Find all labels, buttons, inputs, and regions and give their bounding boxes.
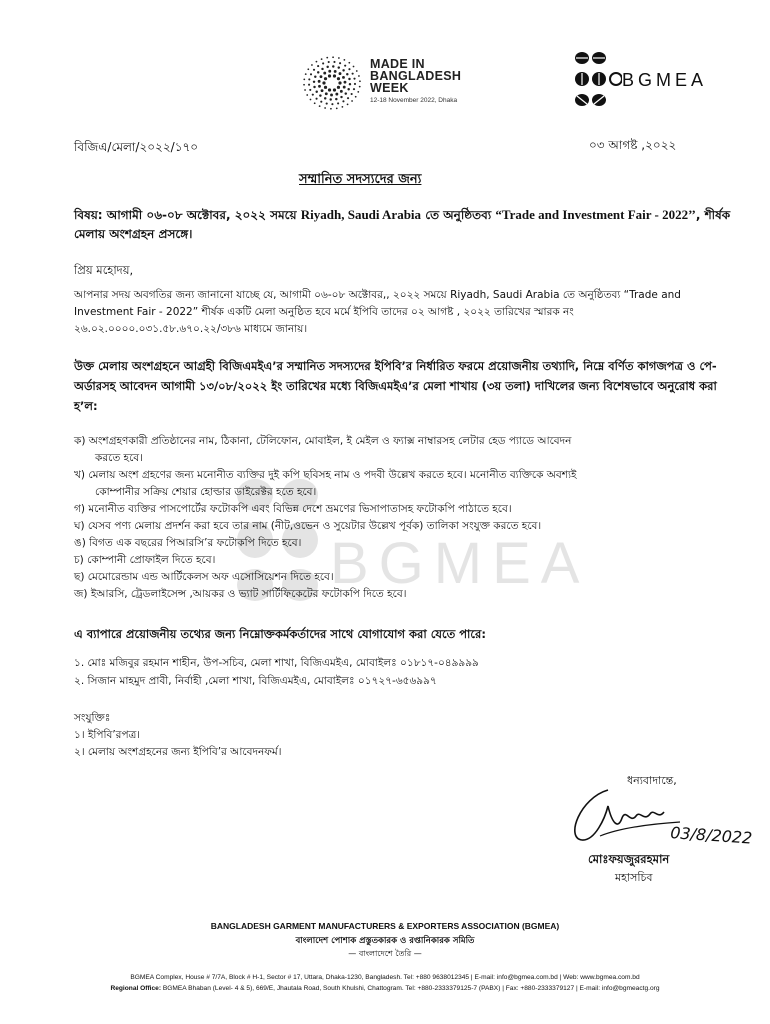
requirement-item bbox=[74, 535, 734, 552]
requirement-item bbox=[74, 569, 734, 586]
enclosures bbox=[74, 710, 282, 761]
subject-part1: বিষয়: আগামী ০৬-০৮ অক্টোবর, ২০২২ সময়ে bbox=[74, 208, 301, 222]
contact-list bbox=[74, 654, 479, 690]
request-paragraph: উক্ত মেলায় অংশগ্রহনে আগ্রহী বিজিএমইএ’র সম্মানিত সদস্যদের ইপিবি’র নির্ধারিত ফরমে প্রয়োজনীয় তথ্যাদি, নিম্নে বর্ণিত কাগজপত্র ও পে-অর্ডারসহ আবেদন আগামী ১৩/০৮/২০২২ ইং তারিখের মধ্যে বিজিএমইএ’র মেলা শাখায় (৩য় তলা) দাখিলের জন্য বিশেষভাবে অনুরোধ করা হ’ল: bbox=[74, 359, 717, 413]
signer-name: মোঃফয়জুররহমান bbox=[588, 852, 670, 866]
letter-date: ০৩ আগষ্ট ,২০২২ bbox=[589, 138, 677, 152]
requirement-line: ক) অংশগ্রহণকারী প্রতিষ্ঠানের নাম, ঠিকানা, টেলিফোন, মোবাইল, ই মেইল ও ফ্যাক্স নাম্বারসহ লেটার হেড প্যাডে আবেদন bbox=[74, 435, 572, 447]
dotted-swirl-icon bbox=[300, 52, 364, 114]
regional-office-text: BGMEA Bhaban (Level- 4 & 5), 669/E, Jhautala Road, South Khulshi, Chattogram. Tel: +880-2333379125-7 (PABX) | Fax: +880-2333379127 | E-mail: info@bgmeactg.org bbox=[161, 985, 660, 992]
requirement-item bbox=[74, 501, 734, 518]
contact-item: ১. মোঃ মজিবুর রহমান শাহীন, উপ-সচিব, মেলা শাখা, বিজিএমইএ, মোবাইলঃ ০১৮১৭-০৪৯৯৯৯ bbox=[74, 657, 479, 669]
requirement-line: ঙ) বিগত এক বছরের পিআরসি’র ফটোকপি দিতে হবে। bbox=[74, 537, 302, 549]
subject-part5: , শীর্ষক মেলায় অংশগ্রহন প্রসঙ্গে। bbox=[74, 208, 731, 241]
handwritten-signature bbox=[560, 778, 760, 858]
mib-line2: BANGLADESH bbox=[370, 69, 462, 83]
enclosures-heading: সংযুক্তিঃ bbox=[74, 712, 111, 724]
made-in-bangladesh-week-logo bbox=[300, 52, 500, 114]
subject-part4: “Trade and Investment Fair - 2022’’ bbox=[495, 207, 696, 222]
requirement-line: চ) কোম্পানী প্রোফাইল দিতে হবে। bbox=[74, 554, 216, 566]
subject-line bbox=[74, 205, 734, 244]
requirement-line: গ) মনোনীত ব্যক্তির পাসপোর্টের ফটোকপি এবং বিভিন্ন দেশে ভ্রমণের ভিসাপাতাসহ ফটোকপি পাঠাতে হবে। bbox=[74, 503, 512, 515]
regional-office-label: Regional Office: bbox=[110, 985, 162, 992]
requirements-list bbox=[74, 433, 734, 603]
greeting: প্রিয় মহোদয়, bbox=[74, 263, 134, 277]
requirement-item bbox=[74, 552, 734, 569]
closing-thanks: ধন্যবাদান্তে, bbox=[627, 774, 677, 787]
enclosure-item: ২। মেলায় অংশগ্রহনের জন্য ইপিবি’র আবেদনফর্ম। bbox=[74, 746, 282, 758]
contact-item: ২. সিজান মাহমুদ প্রাবী, নির্বাহী ,মেলা শাখা, বিজিএমইএ, মোবাইলঃ ০১৭২৭-৬৫৬৯৯৭ bbox=[74, 675, 437, 687]
contact-heading: এ ব্যাপারে প্রয়োজনীয় তথ্যের জন্য নিম্নোক্তকর্মকর্তাদের সাথে যোগাযোগ করা যেতে পারে: bbox=[74, 627, 486, 641]
requirement-item bbox=[74, 518, 734, 535]
bgmea-wordmark: BGMEA bbox=[622, 70, 708, 90]
footer-tagline: — বাংলাদেশে তৈরি — bbox=[348, 949, 422, 958]
footer-regional-office bbox=[0, 985, 770, 992]
signature-date: 03/8/2022 bbox=[669, 823, 753, 848]
bgmea-logo bbox=[572, 48, 732, 112]
requirement-continuation: করতে হবে। bbox=[95, 452, 143, 464]
mib-line3: WEEK bbox=[370, 81, 409, 95]
enclosure-item: ১। ইপিবি’রপত্র। bbox=[74, 729, 141, 741]
requirement-line: জ) ইআরসি, ট্রেডলাইসেন্স ,আয়কর ও ভ্যাট সার্টিফিকেটের ফটোকপি দিতে হবে। bbox=[74, 588, 407, 600]
subject-part3: তে অনুষ্ঠিতব্য bbox=[421, 208, 496, 222]
footer-org-name: BANGLADESH GARMENT MANUFACTURERS & EXPORTERS ASSOCIATION (BGMEA) bbox=[210, 921, 560, 931]
reference-number: বিজিএ/মেলা/২০২২/১৭০ bbox=[74, 140, 199, 154]
requirement-line: খ) মেলায় অংশ গ্রহণের জন্য মনোনীত ব্যক্তির দুই কপি ছবিসহ নাম ও পদবী উল্লেখ করতে হবে। মনোনীত ব্যক্তিকে অবশ্যই bbox=[74, 469, 577, 481]
subject-part2: Riyadh, Saudi Arabia bbox=[300, 207, 422, 222]
mib-line1: MADE IN bbox=[370, 57, 425, 71]
mib-date: 12-18 November 2022, Dhaka bbox=[370, 97, 458, 104]
intro-paragraph: আপনার সদয় অবগতির জন্য জানানো যাচ্ছে যে, আগামী ০৬-০৮ অক্টোবর,, ২০২২ সময়ে Riyadh, Saudi Arabia তে অনুষ্ঠিতব্য “Trade and Investment Fair - 2022” শীর্ষক একটি মেলা অনুষ্ঠিত হবে মর্মে ইপিবি তাদের ০২ আগষ্ট , ২০২২ তারিখের স্মারক নং ২৬.০২.০০০০.০৩১.৫৮.৬৭০.২২/৩৮৬ মাধ্যমে জানায়। bbox=[74, 289, 681, 335]
requirement-line: ছ) মেমোরেন্ডাম এন্ড আর্টিকেলস অফ এসোসিয়েশন দিতে হবে। bbox=[74, 571, 334, 583]
requirement-line: ঘ) যেসব পণ্য মেলায় প্রদর্শন করা হবে তার নাম (নীট,ওভেন ও সুয়েটার উল্লেখ পূর্বক) তালিকা সংযুক্ত করতে হবে। bbox=[74, 520, 542, 532]
yarn-balls-icon bbox=[572, 48, 622, 112]
tagline-text: বাংলাদেশে তৈরি bbox=[358, 949, 412, 958]
requirement-item bbox=[74, 586, 734, 603]
requirement-continuation: কোম্পানীর সক্রিয় শেয়ার হোল্ডার ডাইরেক্টর হতে হবে। bbox=[95, 486, 317, 498]
footer-org-name-bengali: বাংলাদেশ পোশাক প্রস্তুতকারক ও রপ্তানিকারক সমিতি bbox=[295, 936, 475, 946]
addressee-heading: সম্মানিত সদস্যদের জন্য bbox=[299, 172, 422, 187]
requirement-item bbox=[74, 433, 734, 467]
footer-head-office: BGMEA Complex, House # 7/7A, Block # H-1, Sector # 17, Uttara, Dhaka-1230, Bangladesh. Tel: +880 9638012345 | E-mail: info@bgmea.com.bd | Web: www.bgmea.com.bd bbox=[130, 974, 640, 981]
watermark-text: BGMEA bbox=[330, 531, 590, 596]
requirement-item bbox=[74, 467, 734, 501]
signer-title: মহাসচিব bbox=[615, 871, 653, 884]
